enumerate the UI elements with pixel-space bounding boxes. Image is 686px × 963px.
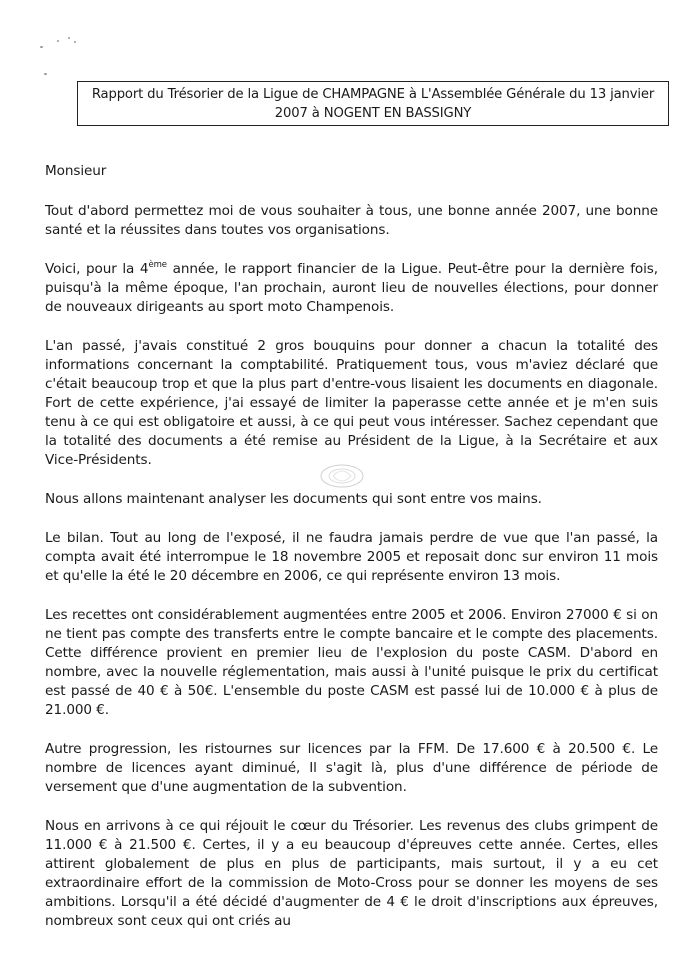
report-title-box bbox=[77, 81, 669, 126]
paragraph-documents: Nous allons maintenant analyser les documents qui sont entre vos mains. bbox=[45, 491, 542, 507]
watermark-stamp bbox=[319, 462, 365, 490]
scan-speck bbox=[44, 73, 47, 75]
salutation: Monsieur bbox=[45, 163, 107, 179]
paragraph-license-rebates: Autre progression, les ristournes sur licences par la FFM. De 17.600 € à 20.500 €. Le nombre de licences ayant diminué, Il s'agit là, plus d'une différence de période de versement que d'une augmentation de la subvention. bbox=[45, 741, 658, 795]
scan-speck bbox=[74, 41, 76, 43]
report-body bbox=[45, 162, 658, 951]
paragraph-club-revenues: Nous en arrivons à ce qui réjouit le cœur du Trésorier. Les revenus des clubs grimpent de 11.000 € à 21.500 €. Certes, il y a eu beaucoup d'épreuves cette année. Certes, elles attirent globalement de plus en plus de participants, mais surtout, il y a eu cet extraordinaire effort de la commission de Moto-Cross pour se donner les moyens de ses ambitions. Lorsqu'il a été décidé d'augmenter de 4 € le droit d'inscriptions aux épreuves, nombreux sont ceux qui ont criés au bbox=[45, 818, 658, 929]
report-title-line-1: Rapport du Trésorier de la Ligue de CHAMPAGNE à L'Assemblée Générale du 13 janvier bbox=[91, 87, 655, 102]
paragraph-introduction-rest: année, le rapport financier de la Ligue. Peut-être pour la dernière fois, puisqu'à la même époque, l'an prochain, auront lieu de nouvelles élections, pour donner de nouveaux dirigeants au sport moto Champenois. bbox=[45, 261, 658, 315]
paragraph-balance-sheet: Le bilan. Tout au long de l'exposé, il ne faudra jamais perdre de vue que l'an passé, la compta avait été interrompue le 18 novembre 2005 et reposait donc sur environ 11 mois et qu'elle la été le 20 décembre en 2006, ce qui représente environ 13 mois. bbox=[45, 530, 658, 584]
paragraph-introduction-start: Voici, pour la 4 bbox=[45, 261, 149, 277]
paragraph-revenues: Les recettes ont considérablement augmentées entre 2005 et 2006. Environ 27000 € si on ne tient pas compte des transferts entre le compte bancaire et le compte des placements. Cette différence provient en premier lieu de l'explosion du poste CASM. D'abord en nombre, avec la nouvelle réglementation, mais aussi à l'unité puisque le prix du certificat est passé de 40 € à 50€. L'ensemble du poste CASM est passé lui de 10.000 € à plus de 21.000 €. bbox=[45, 607, 658, 718]
paragraph-greetings: Tout d'abord permettez moi de vous souhaiter à tous, une bonne année 2007, une bonne santé et la réussites dans toutes vos organisations. bbox=[45, 203, 658, 238]
ordinal-superscript: ème bbox=[148, 260, 167, 270]
scan-speck bbox=[40, 46, 43, 48]
scan-speck bbox=[57, 40, 59, 42]
paragraph-introduction bbox=[45, 260, 658, 317]
scan-speck bbox=[68, 37, 70, 39]
paragraph-last-year: L'an passé, j'avais constitué 2 gros bouquins pour donner a chacun la totalité des informations concernant la comptabilité. Pratiquement tous, vous m'aviez déclaré que c'était beaucoup trop et que la plus part d'entre-vous lisaient les documents en diagonale. Fort de cette expérience, j'ai essayé de limiter la paperasse cette année et je m'en suis tenu à ce qui est obligatoire et aussi, à ce qui peut vous intéresser. Sachez cependant que la totalité des documents a été remise au Président de la Ligue, à la Secrétaire et aux Vice-Présidents. bbox=[45, 338, 658, 468]
report-title-line-2: 2007 à NOGENT EN BASSIGNY bbox=[274, 106, 472, 121]
